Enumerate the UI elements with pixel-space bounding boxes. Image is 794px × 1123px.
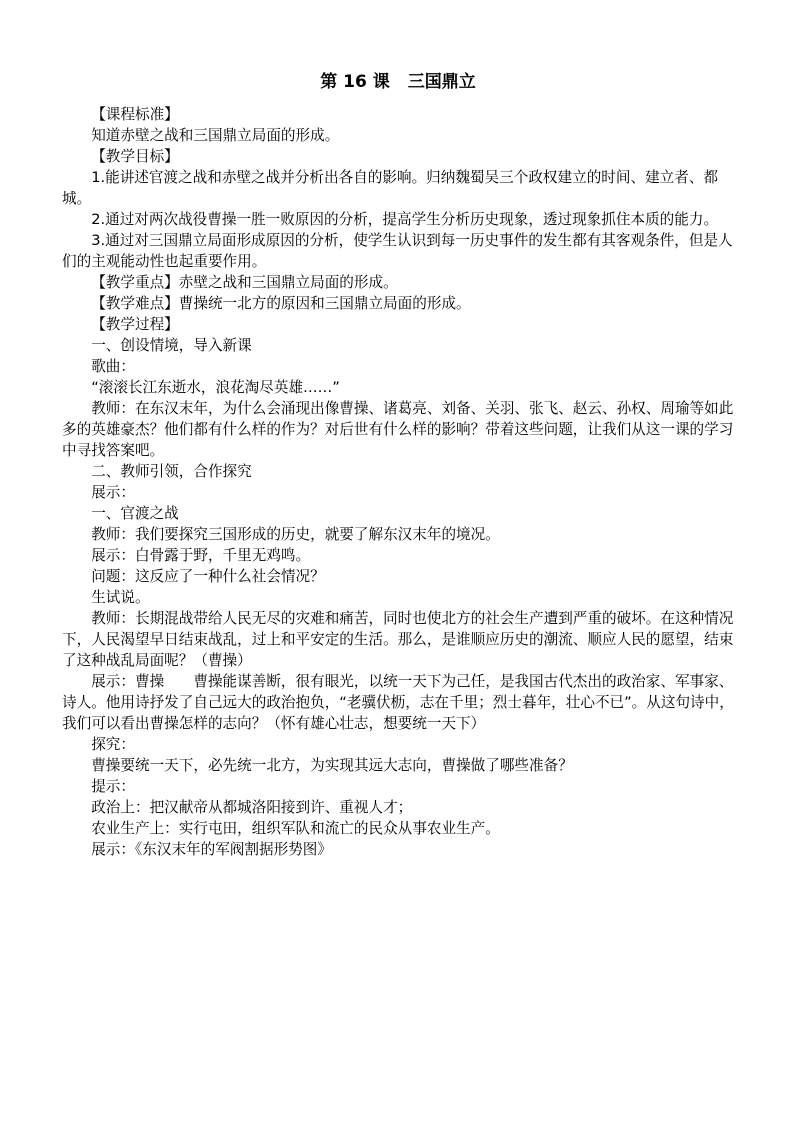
paragraph: 曹操要统一天下，必先统一北方，为实现其远大志向，曹操做了哪些准备？	[91, 757, 573, 774]
paragraph: 展示：《东汉末年的军阀割据形势图》	[91, 841, 332, 858]
paragraph: 3.通过对三国鼎立局面形成原因的分析，使学生认识到每一历史事件的发生都有其客观条件，但是人们的主观能动性也起重要作用。	[62, 232, 733, 270]
paragraph-key-point: 【教学重点】赤壁之战和三国鼎立局面的形成。	[91, 274, 398, 291]
paragraph: 知道赤壁之战和三国鼎立局面的形成。	[91, 127, 340, 144]
section-heading-standard: 【课程标准】	[91, 106, 179, 123]
paragraph: 展示：白骨露于野，千里无鸡鸣。	[91, 547, 311, 564]
paragraph-quote: “滚滚长江东逝水，浪花淘尽英雄……”	[91, 379, 340, 396]
paragraph: 一、创设情境，导入新课	[91, 337, 252, 354]
paragraph: 农业生产上：实行屯田，组织军队和流亡的民众从事农业生产。	[91, 820, 500, 837]
paragraph: 一、官渡之战	[91, 505, 179, 522]
paragraph: 生试说。	[91, 589, 150, 606]
paragraph: 展示：	[91, 484, 135, 501]
section-heading-process: 【教学过程】	[91, 316, 179, 333]
paragraph: 歌曲：	[91, 358, 135, 375]
document-page	[62, 70, 734, 860]
paragraph: 2.通过对两次战役曹操一胜一败原因的分析，提高学生分析历史现象，透过现象抓住本质的能力。	[91, 211, 719, 228]
paragraph: 问题：这反应了一种什么社会情况？	[91, 568, 325, 585]
paragraph: 教师：我们要探究三国形成的历史，就要了解东汉末年的境况。	[91, 526, 500, 543]
paragraph: 政治上：把汉献帝从都城洛阳接到许、重视人才；	[91, 799, 413, 816]
paragraph: 教师：在东汉末年，为什么会涌现出像曹操、诸葛亮、刘备、关羽、张飞、赵云、孙权、周瑜等如此多的英雄豪杰？他们都有什么样的作为？对后世有什么样的影响？带着这些问题，让我们从这一课的学习中寻找答案吧。	[62, 400, 734, 459]
section-heading-objectives: 【教学目标】	[91, 148, 179, 165]
paragraph: 提示：	[91, 778, 135, 795]
paragraph-difficulty: 【教学难点】曹操统一北方的原因和三国鼎立局面的形成。	[91, 295, 471, 312]
paragraph: 二、教师引领，合作探究	[91, 463, 252, 480]
paragraph: 探究：	[91, 736, 135, 753]
page-title	[62, 70, 734, 96]
lesson-number: 第 16 课	[320, 72, 390, 92]
paragraph: 1.能讲述官渡之战和赤壁之战并分析出各自的影响。归纳魏蜀吴三个政权建立的时间、建立者、都城。	[62, 169, 719, 207]
paragraph: 教师：长期混战带给人民无尽的灾难和痛苦，同时也使北方的社会生产遭到严重的破坏。在这种情况下，人民渴望早日结束战乱，过上和平安定的生活。那么，是谁顺应历史的潮流、顺应人民的愿望，结束了这种战乱局面呢？（曹操）	[62, 610, 734, 669]
paragraph: 展示：曹操 曹操能谋善断，很有眼光，以统一天下为己任，是我国古代杰出的政治家、军事家、诗人。他用诗抒发了自己远大的政治抱负，“老骥伏枥，志在千里；烈士暮年，壮心不已”。从这句诗中，我们可以看出曹操怎样的志向？（怀有雄心壮志，想要统一天下）	[62, 673, 734, 732]
lesson-name: 三国鼎立	[407, 72, 476, 92]
